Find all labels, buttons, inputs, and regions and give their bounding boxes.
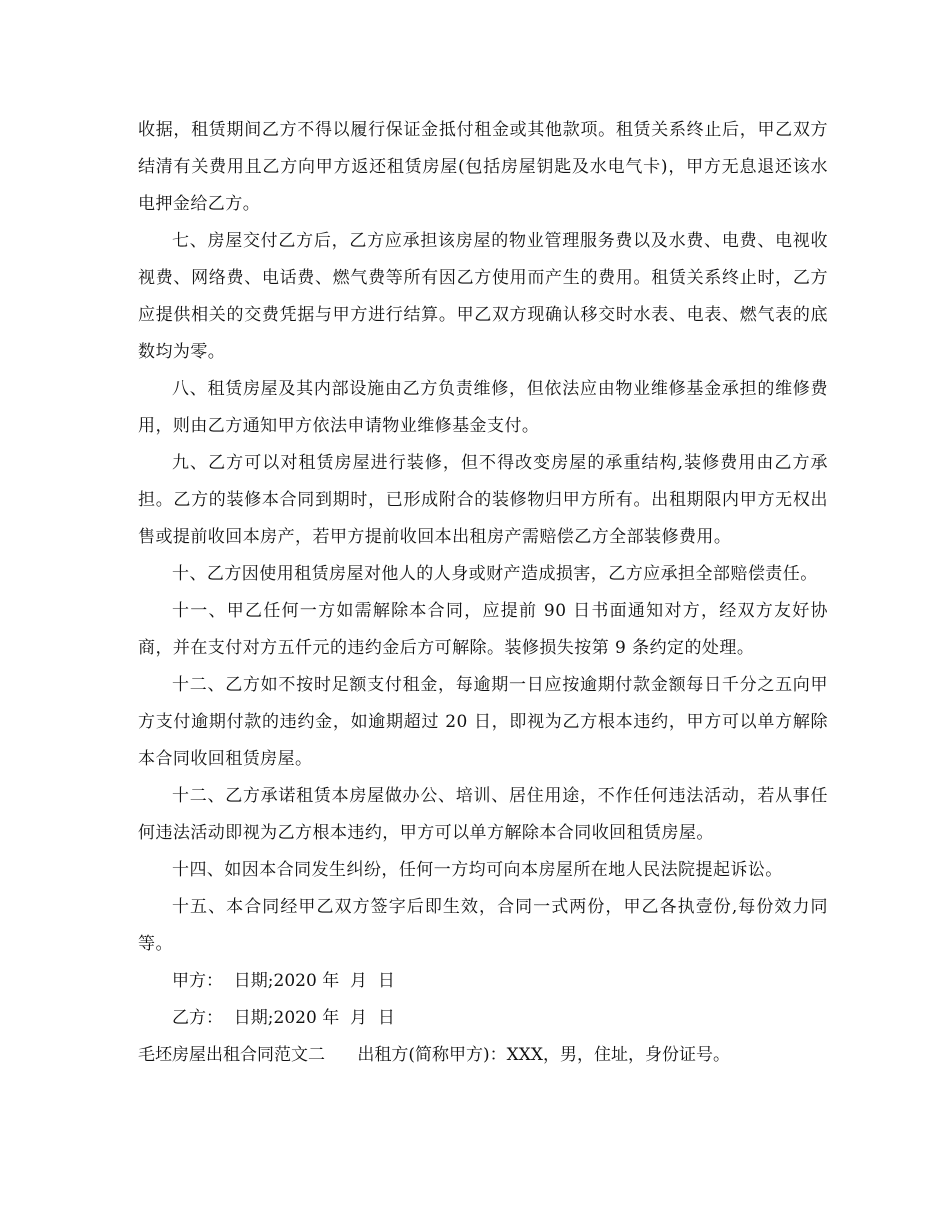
paragraph-clause-14: 十四、如因本合同发生纠纷，任何一方均可向本房屋所在地人民法院提起诉讼。: [172, 860, 783, 880]
paragraph-deposit-refund: 收据，租赁期间乙方不得以履行保证金抵付租金或其他款项。租赁关系终止后，甲乙双方结清有关费用且乙方向甲方返还租赁房屋(包括房屋钥匙及水电气卡)，甲方无息退还该水电押金给乙方。: [138, 120, 828, 214]
next-contract-heading: 毛坯房屋出租合同范文二 出租方(简称甲方)：XXX，男，住址，身份证号。: [138, 1045, 730, 1065]
paragraph-clause-10: 十、乙方因使用租赁房屋对他人的人身或财产造成损害，乙方应承担全部赔偿责任。: [172, 564, 818, 584]
paragraph-clause-15: 十五、本合同经甲乙双方签字后即生效，合同一式两份，甲乙各执壹份,每份效力同等。: [138, 897, 828, 954]
signature-party-a: 甲方： 日期;2020 年 月 日: [172, 971, 395, 991]
paragraph-clause-12-payment: 十二、乙方如不按时足额支付租金，每逾期一日应按逾期付款金额每日千分之五向甲方支付逾期付款的违约金，如逾期超过 20 日，即视为乙方根本违约，甲方可以单方解除本合同收回租赁房屋。: [138, 675, 828, 769]
signature-party-b: 乙方： 日期;2020 年 月 日: [172, 1008, 395, 1028]
document-body: [138, 112, 828, 1074]
paragraph-clause-11: 十一、甲乙任何一方如需解除本合同，应提前 90 日书面通知对方，经双方友好协商，并在支付对方五仟元的违约金后方可解除。装修损失按第 9 条约定的处理。: [138, 601, 828, 658]
paragraph-clause-8: 八、租赁房屋及其内部设施由乙方负责维修，但依法应由物业维修基金承担的维修费用，则由乙方通知甲方依法申请物业维修基金支付。: [138, 379, 828, 436]
paragraph-clause-7: 七、房屋交付乙方后，乙方应承担该房屋的物业管理服务费以及水费、电费、电视收视费、网络费、电话费、燃气费等所有因乙方使用而产生的费用。租赁关系终止时，乙方应提供相关的交费凭据与甲方进行结算。甲乙双方现确认移交时水表、电表、燃气表的底数均为零。: [138, 231, 828, 362]
paragraph-clause-12-usage: 十二、乙方承诺租赁本房屋做办公、培训、居住用途，不作任何违法活动，若从事任何违法活动即视为乙方根本违约，甲方可以单方解除本合同收回租赁房屋。: [138, 786, 828, 843]
paragraph-clause-9: 九、乙方可以对租赁房屋进行装修，但不得改变房屋的承重结构,装修费用由乙方承担。乙方的装修本合同到期时，已形成附合的装修物归甲方所有。出租期限内甲方无权出售或提前收回本房产，若甲方提前收回本出租房产需赔偿乙方全部装修费用。: [138, 453, 828, 547]
